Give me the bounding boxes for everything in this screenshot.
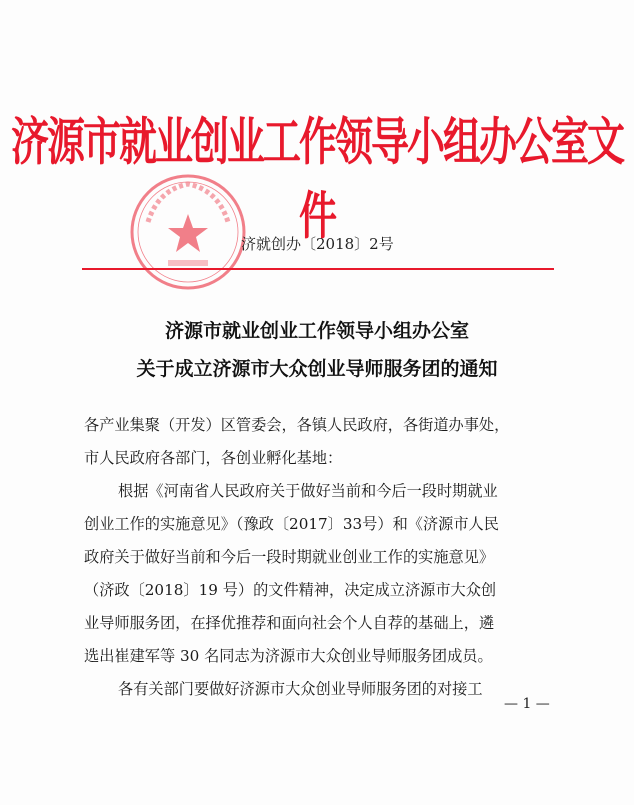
document-title-line-1: 济源市就业创业工作领导小组办公室 bbox=[164, 320, 469, 342]
red-divider-line bbox=[82, 268, 554, 270]
addressee-line-2: 市人民政府各部门，各创业孵化基地： bbox=[84, 449, 343, 467]
paragraph-1-line-1: 根据《河南省人民政府关于做好当前和今后一段时期就业 bbox=[118, 482, 498, 500]
paragraph-1-line-5: 业导师服务团，在择优推荐和面向社会个人自荐的基础上，遴 bbox=[84, 614, 495, 632]
addressee-line-1: 各产业集聚（开发）区管委会，各镇人民政府，各街道办事处， bbox=[84, 416, 510, 434]
paragraph-1-line-2: 创业工作的实施意见》（豫政〔2017〕33号）和《济源市人民 bbox=[84, 515, 499, 533]
red-header-title: 济源市就业创业工作领导小组办公室文件 bbox=[10, 110, 623, 246]
paragraph-1-line-6: 选出崔建军等 30 名同志为济源市大众创业导师服务团成员。 bbox=[84, 647, 493, 665]
document-number: 济就创办〔2018〕2号 bbox=[241, 235, 394, 253]
page-number: — 1 — bbox=[504, 696, 550, 712]
paragraph-1-line-4: （济政〔2018〕19 号）的文件精神，决定成立济源市大众创 bbox=[84, 581, 497, 599]
paragraph-1-line-3: 政府关于做好当前和今后一段时期就业创业工作的实施意见》 bbox=[84, 548, 495, 566]
document-title-line-2: 关于成立济源市大众创业导师服务团的通知 bbox=[136, 358, 498, 380]
red-seal-stamp-icon bbox=[128, 172, 248, 292]
paragraph-2-line-1: 各有关部门要做好济源市大众创业导师服务团的对接工 bbox=[118, 680, 483, 698]
